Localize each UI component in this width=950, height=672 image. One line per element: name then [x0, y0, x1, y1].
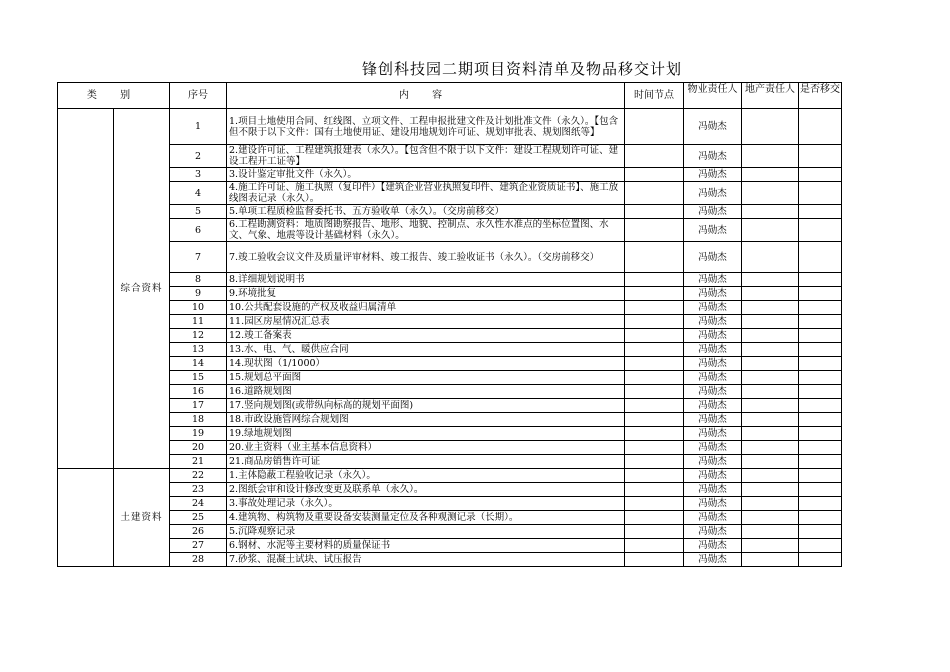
time-node-cell — [625, 315, 684, 329]
transfer-cell — [799, 205, 842, 219]
seq-cell: 17 — [170, 399, 227, 413]
table-row — [58, 553, 842, 567]
header-transfer: 是否移交 — [799, 83, 842, 109]
seq-cell: 18 — [170, 413, 227, 427]
transfer-cell — [799, 168, 842, 182]
transfer-cell — [799, 182, 842, 205]
content-cell: 8.详细规划说明书 — [227, 273, 625, 287]
transfer-cell — [799, 343, 842, 357]
seq-cell: 4 — [170, 182, 227, 205]
time-node-cell — [625, 469, 684, 483]
seq-cell: 1 — [170, 109, 227, 145]
estate-owner-cell — [742, 399, 799, 413]
time-node-cell — [625, 483, 684, 497]
content-cell: 7.竣工验收会议文件及质量评审材料、竣工报告、竣工验收证书（永久）。（交房前移交） — [227, 242, 625, 273]
content-cell: 11.园区房屋情况汇总表 — [227, 315, 625, 329]
category-cell: 土建资料 — [114, 469, 170, 567]
time-node-cell — [625, 553, 684, 567]
content-cell: 2.图纸会审和设计修改变更及联系单（永久）。 — [227, 483, 625, 497]
property-owner-cell: 冯勋杰 — [684, 371, 742, 385]
estate-owner-cell — [742, 371, 799, 385]
content-cell: 9.环境批复 — [227, 287, 625, 301]
table-row — [58, 399, 842, 413]
content-cell: 6.钢材、水泥等主要材料的质量保证书 — [227, 539, 625, 553]
time-node-cell — [625, 357, 684, 371]
content-cell: 5.沉降观察记录 — [227, 525, 625, 539]
estate-owner-cell — [742, 145, 799, 168]
content-cell: 2.建设许可证、工程建筑报建表（永久）。【包含但不限于以下文件：建设工程规划许可证、建设工程开工证等】 — [227, 145, 625, 168]
estate-owner-cell — [742, 205, 799, 219]
property-owner-cell: 冯勋杰 — [684, 511, 742, 525]
time-node-cell — [625, 441, 684, 455]
category-spacer — [58, 109, 114, 469]
content-cell: 12.竣工备案表 — [227, 329, 625, 343]
seq-cell: 22 — [170, 469, 227, 483]
table-row — [58, 168, 842, 182]
seq-cell: 25 — [170, 511, 227, 525]
property-owner-cell: 冯勋杰 — [684, 483, 742, 497]
seq-cell: 26 — [170, 525, 227, 539]
transfer-cell — [799, 219, 842, 242]
table-row — [58, 497, 842, 511]
header-content: 内 容 — [227, 83, 625, 109]
table-row — [58, 287, 842, 301]
property-owner-cell: 冯勋杰 — [684, 385, 742, 399]
time-node-cell — [625, 371, 684, 385]
property-owner-cell: 冯勋杰 — [684, 145, 742, 168]
time-node-cell — [625, 145, 684, 168]
content-cell: 6.工程勘测资料：地质图勘察报告、地形、地貌、控制点、永久性水准点的坐标位置图、水文、气象、地震等设计基础材料（永久）。 — [227, 219, 625, 242]
property-owner-cell: 冯勋杰 — [684, 497, 742, 511]
estate-owner-cell — [742, 343, 799, 357]
table-row — [58, 301, 842, 315]
header-seq: 序号 — [170, 83, 227, 109]
content-cell: 13.水、电、气、暖供应合同 — [227, 343, 625, 357]
table-row — [58, 441, 842, 455]
property-owner-cell: 冯勋杰 — [684, 168, 742, 182]
property-owner-cell: 冯勋杰 — [684, 219, 742, 242]
content-cell: 14.现状图（1/1000） — [227, 357, 625, 371]
time-node-cell — [625, 242, 684, 273]
time-node-cell — [625, 273, 684, 287]
seq-cell: 24 — [170, 497, 227, 511]
transfer-cell — [799, 399, 842, 413]
property-owner-cell: 冯勋杰 — [684, 109, 742, 145]
time-node-cell — [625, 455, 684, 469]
estate-owner-cell — [742, 315, 799, 329]
property-owner-cell: 冯勋杰 — [684, 205, 742, 219]
transfer-cell — [799, 427, 842, 441]
time-node-cell — [625, 287, 684, 301]
transfer-cell — [799, 483, 842, 497]
table-row — [58, 455, 842, 469]
estate-owner-cell — [742, 301, 799, 315]
time-node-cell — [625, 399, 684, 413]
estate-owner-cell — [742, 469, 799, 483]
seq-cell: 5 — [170, 205, 227, 219]
property-owner-cell: 冯勋杰 — [684, 242, 742, 273]
time-node-cell — [625, 511, 684, 525]
property-owner-cell: 冯勋杰 — [684, 539, 742, 553]
table-row — [58, 539, 842, 553]
transfer-cell — [799, 301, 842, 315]
property-owner-cell: 冯勋杰 — [684, 553, 742, 567]
time-node-cell — [625, 539, 684, 553]
table-row — [58, 427, 842, 441]
transfer-cell — [799, 539, 842, 553]
transfer-cell — [799, 357, 842, 371]
header-property-owner: 物业责任人 — [684, 83, 742, 109]
transfer-cell — [799, 455, 842, 469]
table-row — [58, 205, 842, 219]
category-spacer — [58, 469, 114, 567]
seq-cell: 28 — [170, 553, 227, 567]
property-owner-cell: 冯勋杰 — [684, 413, 742, 427]
content-cell: 20.业主资料（业主基本信息资料） — [227, 441, 625, 455]
property-owner-cell: 冯勋杰 — [684, 273, 742, 287]
seq-cell: 23 — [170, 483, 227, 497]
content-cell: 1.主体隐蔽工程验收记录（永久）。 — [227, 469, 625, 483]
estate-owner-cell — [742, 441, 799, 455]
seq-cell: 21 — [170, 455, 227, 469]
content-cell: 15.规划总平面图 — [227, 371, 625, 385]
header-category: 类 别 — [58, 83, 170, 109]
time-node-cell — [625, 525, 684, 539]
transfer-cell — [799, 511, 842, 525]
table-row — [58, 273, 842, 287]
property-owner-cell: 冯勋杰 — [684, 301, 742, 315]
property-owner-cell: 冯勋杰 — [684, 469, 742, 483]
estate-owner-cell — [742, 497, 799, 511]
transfer-cell — [799, 553, 842, 567]
table-row — [58, 219, 842, 242]
seq-cell: 15 — [170, 371, 227, 385]
seq-cell: 10 — [170, 301, 227, 315]
estate-owner-cell — [742, 168, 799, 182]
time-node-cell — [625, 413, 684, 427]
transfer-cell — [799, 242, 842, 273]
transfer-cell — [799, 145, 842, 168]
seq-cell: 20 — [170, 441, 227, 455]
table-row — [58, 413, 842, 427]
content-cell: 5.单项工程质检监督委托书、五方验收单（永久）。（交房前移交） — [227, 205, 625, 219]
estate-owner-cell — [742, 385, 799, 399]
property-owner-cell: 冯勋杰 — [684, 357, 742, 371]
time-node-cell — [625, 385, 684, 399]
table-row — [58, 357, 842, 371]
property-owner-cell: 冯勋杰 — [684, 427, 742, 441]
table-row — [58, 145, 842, 168]
time-node-cell — [625, 182, 684, 205]
transfer-cell — [799, 329, 842, 343]
seq-cell: 11 — [170, 315, 227, 329]
content-cell: 4.施工许可证、施工执照（复印件）【建筑企业营业执照复印件、建筑企业资质证书】、施工放线图表记录（永久）。 — [227, 182, 625, 205]
property-owner-cell: 冯勋杰 — [684, 399, 742, 413]
table-row — [58, 182, 842, 205]
table-row — [58, 469, 842, 483]
time-node-cell — [625, 329, 684, 343]
property-owner-cell: 冯勋杰 — [684, 343, 742, 357]
seq-cell: 16 — [170, 385, 227, 399]
transfer-cell — [799, 525, 842, 539]
transfer-cell — [799, 385, 842, 399]
content-cell: 1.项目土地使用合同、红线图、立项文件、工程申报批建文件及计划批准文件（永久）。【包含但不限于以下文件：国有土地使用证、建设用地规划许可证、规划审批表、规划图纸等】 — [227, 109, 625, 145]
table-row — [58, 242, 842, 273]
estate-owner-cell — [742, 273, 799, 287]
content-cell: 16.道路规划图 — [227, 385, 625, 399]
estate-owner-cell — [742, 182, 799, 205]
seq-cell: 13 — [170, 343, 227, 357]
property-owner-cell: 冯勋杰 — [684, 182, 742, 205]
property-owner-cell: 冯勋杰 — [684, 329, 742, 343]
table-row — [58, 525, 842, 539]
time-node-cell — [625, 219, 684, 242]
content-cell: 10.公共配套设施的产权及收益归属清单 — [227, 301, 625, 315]
estate-owner-cell — [742, 329, 799, 343]
header-estate-owner: 地产责任人 — [742, 83, 799, 109]
time-node-cell — [625, 343, 684, 357]
time-node-cell — [625, 427, 684, 441]
content-cell: 19.绿地规划图 — [227, 427, 625, 441]
transfer-cell — [799, 413, 842, 427]
content-cell: 7.砂浆、混凝土试块、试压报告 — [227, 553, 625, 567]
estate-owner-cell — [742, 427, 799, 441]
time-node-cell — [625, 301, 684, 315]
estate-owner-cell — [742, 109, 799, 145]
header-row — [58, 83, 842, 109]
header-time-node: 时间节点 — [625, 83, 684, 109]
transfer-cell — [799, 371, 842, 385]
table-row — [58, 329, 842, 343]
estate-owner-cell — [742, 511, 799, 525]
table-row — [58, 109, 842, 145]
table-row — [58, 483, 842, 497]
time-node-cell — [625, 168, 684, 182]
seq-cell: 9 — [170, 287, 227, 301]
table-row — [58, 371, 842, 385]
estate-owner-cell — [742, 525, 799, 539]
transfer-cell — [799, 109, 842, 145]
estate-owner-cell — [742, 242, 799, 273]
property-owner-cell: 冯勋杰 — [684, 455, 742, 469]
estate-owner-cell — [742, 483, 799, 497]
estate-owner-cell — [742, 357, 799, 371]
seq-cell: 19 — [170, 427, 227, 441]
content-cell: 3.设计鉴定审批文件（永久）。 — [227, 168, 625, 182]
transfer-cell — [799, 497, 842, 511]
estate-owner-cell — [742, 413, 799, 427]
seq-cell: 8 — [170, 273, 227, 287]
transfer-cell — [799, 287, 842, 301]
transfer-cell — [799, 469, 842, 483]
seq-cell: 12 — [170, 329, 227, 343]
property-owner-cell: 冯勋杰 — [684, 441, 742, 455]
content-cell: 18.市政设施管网综合规划图 — [227, 413, 625, 427]
transfer-cell — [799, 273, 842, 287]
table-row — [58, 315, 842, 329]
seq-cell: 6 — [170, 219, 227, 242]
time-node-cell — [625, 109, 684, 145]
content-cell: 21.商品房销售许可证 — [227, 455, 625, 469]
seq-cell: 7 — [170, 242, 227, 273]
time-node-cell — [625, 205, 684, 219]
property-owner-cell: 冯勋杰 — [684, 287, 742, 301]
seq-cell: 27 — [170, 539, 227, 553]
transfer-plan-table — [57, 82, 842, 567]
estate-owner-cell — [742, 287, 799, 301]
property-owner-cell: 冯勋杰 — [684, 525, 742, 539]
content-cell: 17.竖向规划图(或带纵向标高的规划平面图) — [227, 399, 625, 413]
table-row — [58, 343, 842, 357]
content-cell: 4.建筑物、构筑物及重要设备安装测量定位及各种观测记录（长期）。 — [227, 511, 625, 525]
time-node-cell — [625, 497, 684, 511]
category-cell: 综合资料 — [114, 109, 170, 469]
transfer-cell — [799, 441, 842, 455]
seq-cell: 2 — [170, 145, 227, 168]
page-title: 锋创科技园二期项目资料清单及物品移交计划 — [362, 60, 683, 78]
property-owner-cell: 冯勋杰 — [684, 315, 742, 329]
table-row — [58, 385, 842, 399]
table-row — [58, 511, 842, 525]
transfer-cell — [799, 315, 842, 329]
content-cell: 3.事故处理记录（永久）。 — [227, 497, 625, 511]
seq-cell: 3 — [170, 168, 227, 182]
estate-owner-cell — [742, 553, 799, 567]
seq-cell: 14 — [170, 357, 227, 371]
estate-owner-cell — [742, 539, 799, 553]
estate-owner-cell — [742, 219, 799, 242]
estate-owner-cell — [742, 455, 799, 469]
